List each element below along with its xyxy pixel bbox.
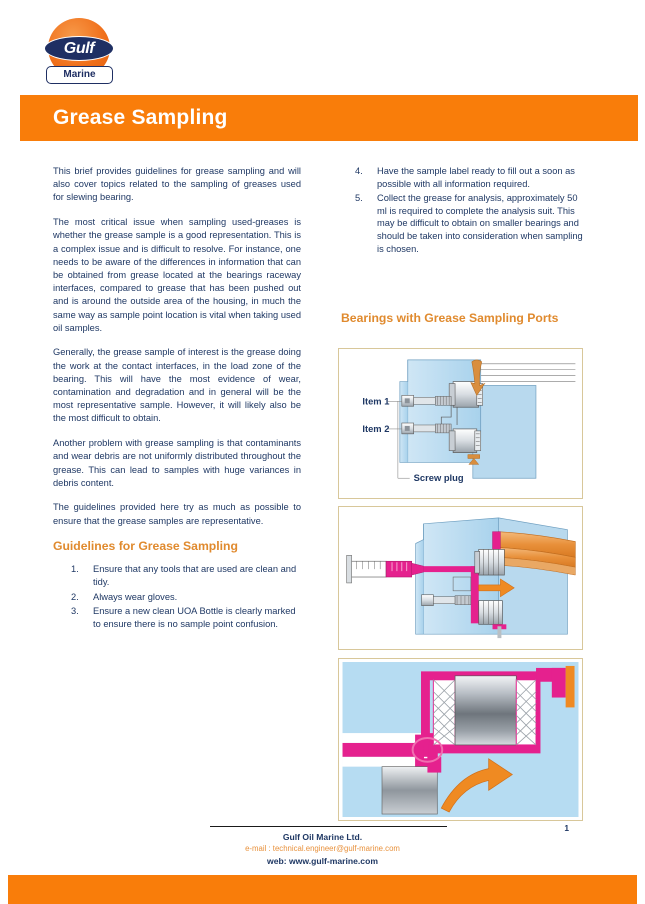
page-title: Grease Sampling — [53, 106, 228, 129]
footer-contact-block — [0, 831, 645, 867]
guidelines-list — [71, 563, 301, 630]
guideline-item-1: Ensure that any tools that are used are clean and tidy. — [93, 564, 297, 587]
figure1-label-item2: Item 2 — [362, 423, 390, 434]
guidelines-list-continued — [355, 165, 589, 255]
guideline-item-4: Have the sample label ready to fill out a soon as possible with all information required. — [377, 166, 575, 189]
figure-bearing-ports-labeled — [338, 348, 583, 499]
figure1-label-item1: Item 1 — [362, 396, 390, 407]
footer-email: e-mail : technical.engineer@gulf-marine.com — [245, 844, 400, 853]
paragraph-representative: The guidelines provided here try as much as possible to ensure that the grease samples are representative. — [53, 502, 301, 526]
guidelines-heading: Guidelines for Grease Sampling — [53, 539, 238, 554]
guideline-item-3: Ensure a new clean UOA Bottle is clearly marked to ensure there is no sample point confusion. — [93, 606, 296, 629]
figure-syringe-sampling — [338, 506, 583, 650]
footer-divider — [210, 826, 447, 827]
title-banner — [20, 95, 638, 141]
paragraph-intro: This brief provides guidelines for grease sampling and will also cover topics related to the sampling of greases used for slewing bearing. — [53, 166, 301, 203]
guideline-item-2: Always wear gloves. — [93, 591, 178, 602]
paragraph-contaminants: Another problem with grease sampling is that contaminants and wear debris are not uniformly distributed throughout the grease. This can lead to samples with huge variances in debris content. — [53, 438, 301, 488]
figure-bearing-detail-closeup — [338, 658, 583, 821]
logo-gulf-badge — [44, 36, 114, 61]
bottom-accent-bar — [0, 875, 645, 904]
figures-heading: Bearings with Grease Sampling Ports — [341, 311, 559, 325]
left-column — [53, 165, 301, 632]
figure1-label-screwplug: Screw plug — [413, 473, 464, 484]
right-column — [341, 165, 589, 257]
page-left-margin — [0, 0, 8, 904]
bottom-bar-right-cap — [637, 875, 645, 904]
guideline-item-5: Collect the grease for analysis, approximately 50 ml is required to complete the analysis suit. This may be difficult to obtain on smaller bearings and should be taken into consideration when sampling is chosen. — [377, 193, 583, 254]
document-header — [0, 0, 645, 95]
logo-gulf-text: Gulf — [63, 39, 95, 57]
logo-marine-badge — [46, 66, 113, 84]
document-footer — [0, 813, 645, 883]
gulf-marine-logo — [38, 18, 124, 90]
logo-marine-text: Marine — [63, 69, 96, 80]
paragraph-sample-of-interest: Generally, the grease sample of interest is the grease doing the work at the contact interfaces, in the load zone of the bearing. This will have the most evidence of wear, contamination and degradation and in general will be the most representative sample. However, it will likely also be the most difficult to obtain. — [53, 347, 301, 424]
footer-company-name: Gulf Oil Marine Ltd. — [282, 832, 363, 842]
page-number: 1 — [564, 823, 569, 833]
footer-website: web: www.gulf-marine.com — [267, 855, 378, 866]
paragraph-critical-issue: The most critical issue when sampling used-greases is whether the grease sample is a good representation. This is a complex issue and is difficult to resolve. For instance, one needs to be aware of the differences in information that can be obtained from grease located at the bearings raceway interfaces, compared to grease that has been pushed out and is around the outside area of the housing, in much the same way as sample point location is vital when taking used oil samples. — [53, 217, 301, 333]
